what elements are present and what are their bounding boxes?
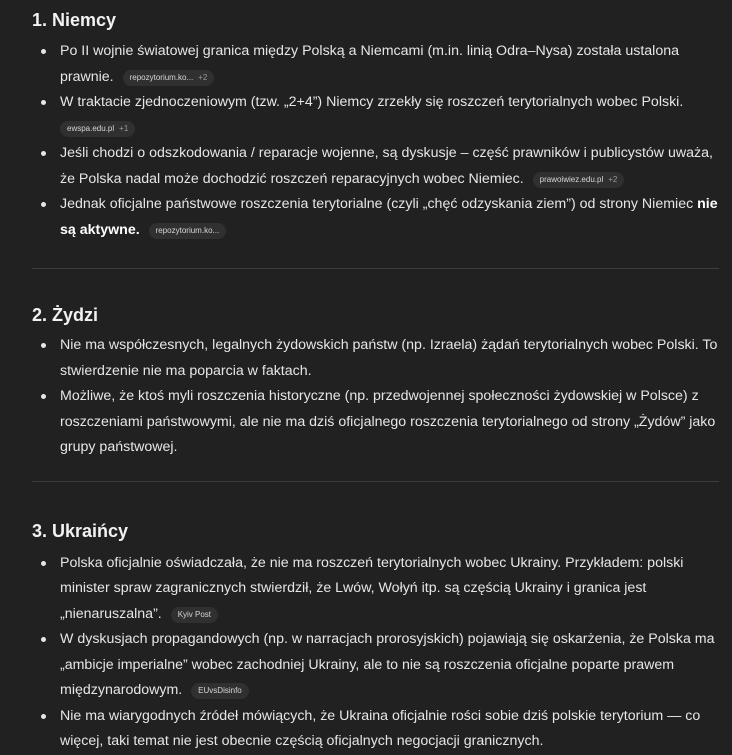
- bullet-list: [32, 551, 718, 755]
- list-item: Polska oficjalnie oświadczała, że nie ma roszczeń terytorialnych wobec Ukrainy. Przykładem: polski minister spraw zagranicznych stwierdził, że Lwów, Wołyń itp. są częścią Ukrainy i granica jest „nienaruszalna”. Kyiv Post: [32, 551, 718, 628]
- source-chip[interactable]: repozytorium.ko... +2: [123, 70, 215, 86]
- source-chip[interactable]: ewspa.edu.pl +1: [60, 121, 135, 137]
- section-heading: 2. Żydzi: [32, 305, 99, 325]
- emphasis: nie są aktywne.: [60, 196, 718, 238]
- section-niemcy: [32, 0, 718, 243]
- list-item: Możliwe, że ktoś myli roszczenia historyczne (np. przedwojennej społeczności żydowskiej w Polsce) z roszczeniami państwowymi, ale nie ma dziś oficjalnego roszczenia terytorialnego od strony „Żydów” jako grupy państwowej.: [32, 384, 718, 461]
- source-chip[interactable]: repozytorium.ko...: [149, 223, 227, 239]
- list-item: Jeśli chodzi o odszkodowania / reparacje wojenne, są dyskusje – część prawników i publicystów uważa, że Polska nadal może dochodzić roszczeń reparacyjnych wobec Niemiec. prawoiwiez.edu.pl +2: [32, 141, 718, 192]
- bullet-list: [32, 333, 718, 461]
- source-chip[interactable]: Kyiv Post: [171, 607, 218, 623]
- source-chip[interactable]: prawoiwiez.edu.pl +2: [533, 172, 625, 188]
- list-item: W traktacie zjednoczeniowym (tzw. „2+4”) Niemcy zrzekły się roszczeń terytorialnych wobec Polski. ewspa.edu.pl +1: [32, 90, 718, 141]
- source-chip[interactable]: EUvsDisinfo: [191, 683, 249, 699]
- list-item: Nie ma współczesnych, legalnych żydowskich państw (np. Izraela) żądań terytorialnych wobec Polski. To stwierdzenie nie ma poparcia w faktach.: [32, 333, 718, 384]
- list-item: Po II wojnie światowej granica między Polską a Niemcami (m.in. linią Odra–Nysa) została ustalona prawnie. repozytorium.ko... +2: [32, 39, 718, 90]
- list-item: Nie ma wiarygodnych źródeł mówiących, że Ukraina oficjalnie rości sobie dziś polskie terytorium — co więcej, taki temat nie jest obecnie częścią oficjalnych negocjacji granicznych.: [32, 704, 718, 755]
- bullet-list: [32, 39, 718, 243]
- list-item: Jednak oficjalne państwowe roszczenia terytorialne (czyli „chęć odzyskania ziem”) od strony Niemiec nie są aktywne. repozytorium.ko...: [32, 192, 718, 243]
- section-heading: 3. Ukraińcy: [32, 520, 129, 541]
- section-zydzi: [32, 303, 718, 461]
- section-ukraincy: [32, 519, 718, 755]
- section-divider: [32, 481, 719, 482]
- section-divider: [32, 268, 719, 269]
- list-item: W dyskusjach propagandowych (np. w narracjach prorosyjskich) pojawiają się oskarżenia, że Polska ma „ambicje imperialne” wobec zachodniej Ukrainy, ale to nie są roszczenia oficjalne poparte prawem międzynarodowym. EUvsDisinfo: [32, 627, 718, 704]
- section-heading: 1. Niemcy: [32, 10, 117, 30]
